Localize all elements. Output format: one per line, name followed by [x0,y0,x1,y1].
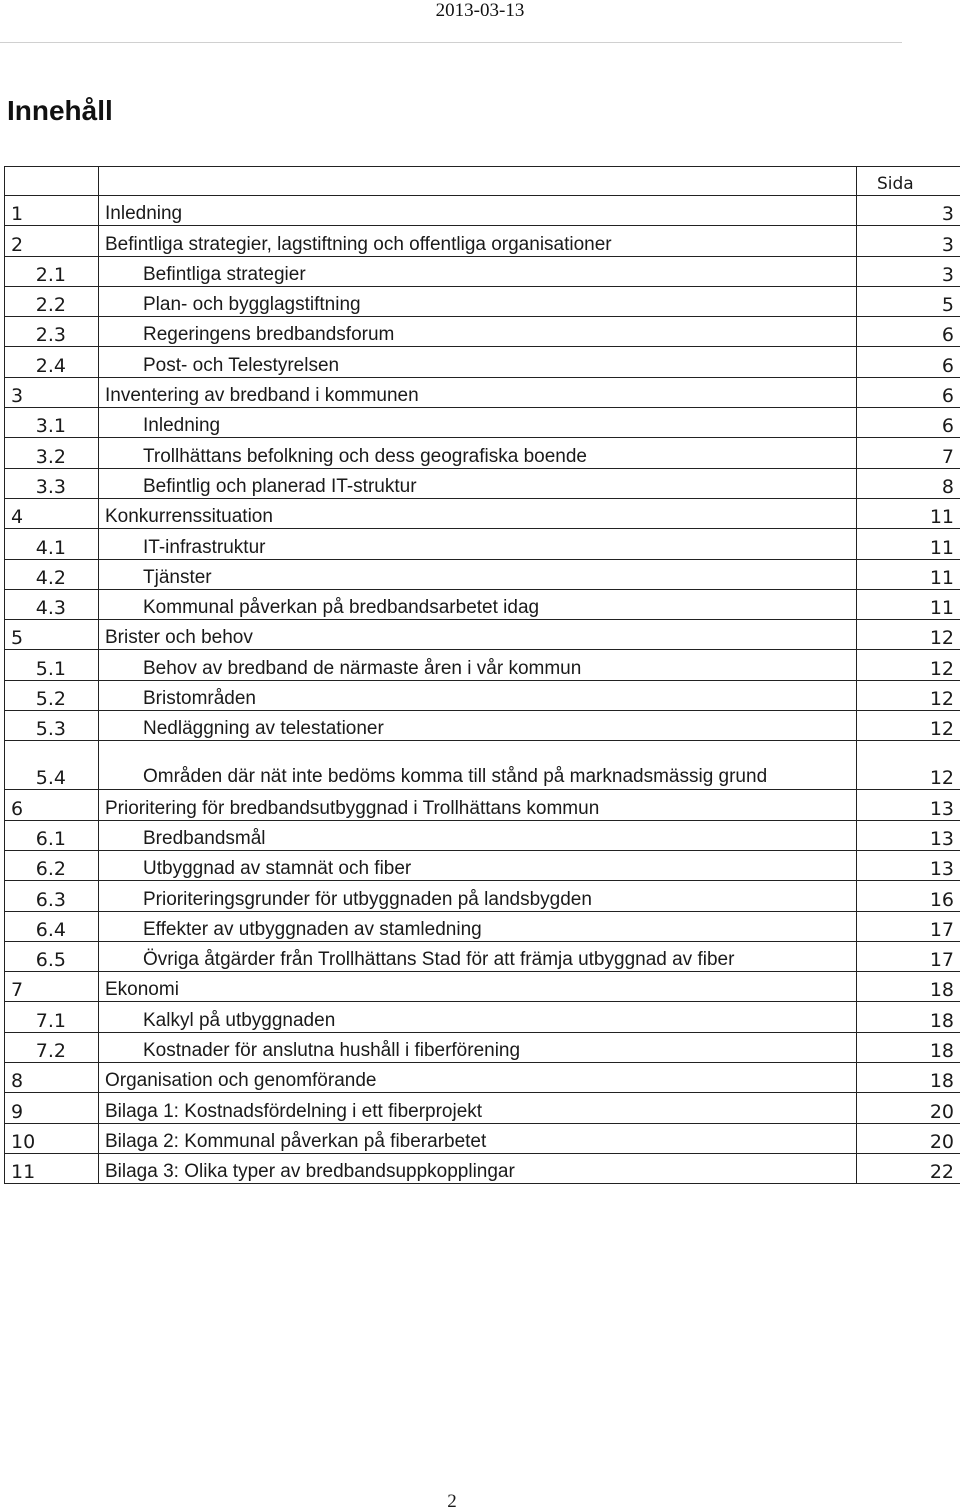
toc-entry-title[interactable]: Bilaga 1: Kostnadsfördelning i ett fiberprojekt [99,1093,857,1123]
toc-entry-page: 6 [857,317,960,347]
toc-entry-number: 6.3 [5,881,99,911]
toc-entry-title[interactable]: Trollhättans befolkning och dess geografiska boende [99,438,857,468]
toc-entry-title[interactable]: Organisation och genomförande [99,1063,857,1093]
toc-entry-page: 6 [857,347,960,377]
toc-row[interactable] [5,256,960,286]
toc-entry-page: 18 [857,972,960,1002]
toc-entry-number: 9 [5,1093,99,1123]
toc-entry-page: 13 [857,850,960,880]
toc-row[interactable] [5,620,960,650]
toc-row[interactable] [5,1063,960,1093]
toc-row[interactable] [5,911,960,941]
toc-entry-page: 17 [857,941,960,971]
toc-entry-page: 22 [857,1153,960,1183]
toc-row[interactable] [5,498,960,528]
header-divider [0,42,902,43]
toc-entry-title[interactable]: Behov av bredband de närmaste åren i vår kommun [99,650,857,680]
toc-row[interactable] [5,468,960,498]
toc-entry-number: 3.3 [5,468,99,498]
toc-entry-page: 11 [857,529,960,559]
toc-row[interactable] [5,559,960,589]
toc-entry-number: 4.1 [5,529,99,559]
header-date: 2013-03-13 [435,0,525,21]
toc-row[interactable] [5,790,960,820]
toc-row[interactable] [5,1032,960,1062]
toc-entry-title[interactable]: Tjänster [99,559,857,589]
toc-row[interactable] [5,529,960,559]
toc-entry-page: 3 [857,196,960,226]
toc-entry-number: 5 [5,620,99,650]
toc-entry-number: 5.1 [5,650,99,680]
toc-entry-title[interactable]: Utbyggnad av stamnät och fiber [99,850,857,880]
toc-entry-page: 12 [857,711,960,741]
toc-entry-page: 11 [857,589,960,619]
toc-entry-title[interactable]: Plan- och bygglagstiftning [99,286,857,316]
toc-header-page-label: Sida [857,167,960,196]
toc-entry-page: 20 [857,1123,960,1153]
toc-entry-title[interactable]: Nedläggning av telestationer [99,711,857,741]
toc-entry-number: 7 [5,972,99,1002]
toc-entry-page: 20 [857,1093,960,1123]
toc-entry-title[interactable]: Brister och behov [99,620,857,650]
page-title: Innehåll [7,95,113,126]
toc-entry-number: 6.1 [5,820,99,850]
toc-entry-number: 2.1 [5,256,99,286]
toc-entry-number: 2.3 [5,317,99,347]
toc-entry-number: 2.2 [5,286,99,316]
toc-entry-title[interactable]: Befintlig och planerad IT-struktur [99,468,857,498]
toc-row[interactable] [5,680,960,710]
toc-entry-page: 12 [857,741,960,790]
toc-entry-title[interactable]: Inventering av bredband i kommunen [99,377,857,407]
toc-row[interactable] [5,881,960,911]
toc-entry-page: 8 [857,468,960,498]
toc-row[interactable] [5,408,960,438]
toc-entry-page: 12 [857,680,960,710]
toc-entry-number: 6 [5,790,99,820]
toc-entry-page: 13 [857,790,960,820]
toc-entry-number: 6.2 [5,850,99,880]
toc-row[interactable] [5,972,960,1002]
toc-entry-title[interactable]: Bilaga 2: Kommunal påverkan på fiberarbetet [99,1123,857,1153]
toc-entry-title[interactable]: Övriga åtgärder från Trollhättans Stad för att främja utbyggnad av fiber [99,941,857,971]
toc-row[interactable] [5,286,960,316]
toc-entry-page: 18 [857,1002,960,1032]
toc-entry-number: 8 [5,1063,99,1093]
toc-entry-number: 4.3 [5,589,99,619]
toc-row[interactable] [5,317,960,347]
toc-entry-page: 13 [857,820,960,850]
toc-entry-number: 5.3 [5,711,99,741]
toc-entry-number: 6.5 [5,941,99,971]
toc-entry-page: 6 [857,377,960,407]
toc-row[interactable] [5,226,960,256]
toc-entry-number: 10 [5,1123,99,1153]
toc-row[interactable] [5,196,960,226]
toc-row[interactable] [5,438,960,468]
toc-entry-page: 6 [857,408,960,438]
toc-row[interactable] [5,711,960,741]
toc-entry-page: 3 [857,256,960,286]
toc-entry-number: 11 [5,1153,99,1183]
toc-header-num [5,167,99,196]
toc-entry-title[interactable]: Regeringens bredbandsforum [99,317,857,347]
toc-entry-title[interactable]: Post- och Telestyrelsen [99,347,857,377]
toc-entry-title[interactable]: Bredbandsmål [99,820,857,850]
toc-row[interactable] [5,347,960,377]
toc-row[interactable] [5,741,960,790]
toc-row[interactable] [5,1123,960,1153]
toc-row[interactable] [5,941,960,971]
toc-entry-page: 12 [857,650,960,680]
toc-row[interactable] [5,589,960,619]
toc-entry-number: 6.4 [5,911,99,941]
toc-row[interactable] [5,820,960,850]
toc-entry-title[interactable]: Kostnader för anslutna hushåll i fiberförening [99,1032,857,1062]
toc-row[interactable] [5,850,960,880]
toc-entry-page: 17 [857,911,960,941]
toc-entry-title[interactable]: IT-infrastruktur [99,529,857,559]
toc-entry-page: 11 [857,559,960,589]
toc-entry-page: 16 [857,881,960,911]
toc-entry-number: 3 [5,377,99,407]
toc-row[interactable] [5,377,960,407]
toc-entry-page: 7 [857,438,960,468]
toc-row[interactable] [5,1002,960,1032]
toc-entry-title[interactable]: Effekter av utbyggnaden av stamledning [99,911,857,941]
toc-entry-number: 4 [5,498,99,528]
toc-entry-number: 3.2 [5,438,99,468]
toc-entry-number: 3.1 [5,408,99,438]
toc-entry-title[interactable]: Kalkyl på utbyggnaden [99,1002,857,1032]
toc-entry-number: 7.1 [5,1002,99,1032]
toc-entry-number: 1 [5,196,99,226]
toc-row[interactable] [5,650,960,680]
toc-entry-page: 5 [857,286,960,316]
toc-entry-number: 2 [5,226,99,256]
toc-entry-title[interactable]: Ekonomi [99,972,857,1002]
toc-entry-number: 5.4 [5,741,99,790]
toc-entry-page: 12 [857,620,960,650]
toc-entry-page: 18 [857,1063,960,1093]
toc-header-row [5,167,960,196]
toc-entry-title[interactable]: Befintliga strategier, lagstiftning och offentliga organisationer [99,226,857,256]
toc-entry-number: 7.2 [5,1032,99,1062]
toc-row[interactable] [5,1093,960,1123]
toc-entry-title[interactable]: Konkurrenssituation [99,498,857,528]
toc-entry-title[interactable]: Inledning [99,196,857,226]
toc-header-title [99,167,857,196]
toc-entry-page: 3 [857,226,960,256]
toc-row[interactable] [5,1153,960,1183]
toc-entry-title[interactable]: Prioriteringsgrunder för utbyggnaden på landsbygden [99,881,857,911]
toc-entry-title[interactable]: Inledning [99,408,857,438]
page-number: 2 [447,1491,457,1512]
toc-entry-page: 11 [857,498,960,528]
toc-entry-number: 4.2 [5,559,99,589]
table-of-contents [4,166,960,1184]
toc-entry-title[interactable]: Befintliga strategier [99,256,857,286]
toc-entry-number: 2.4 [5,347,99,377]
toc-entry-title[interactable]: Bilaga 3: Olika typer av bredbandsuppkopplingar [99,1153,857,1183]
toc-entry-number: 5.2 [5,680,99,710]
toc-entry-title[interactable]: Prioritering för bredbandsutbyggnad i Trollhättans kommun [99,790,857,820]
toc-entry-page: 18 [857,1032,960,1062]
toc-entry-title[interactable]: Bristområden [99,680,857,710]
toc-entry-title[interactable]: Kommunal påverkan på bredbandsarbetet idag [99,589,857,619]
toc-entry-title[interactable]: Områden där nät inte bedöms komma till stånd på marknadsmässig grund [99,741,857,790]
